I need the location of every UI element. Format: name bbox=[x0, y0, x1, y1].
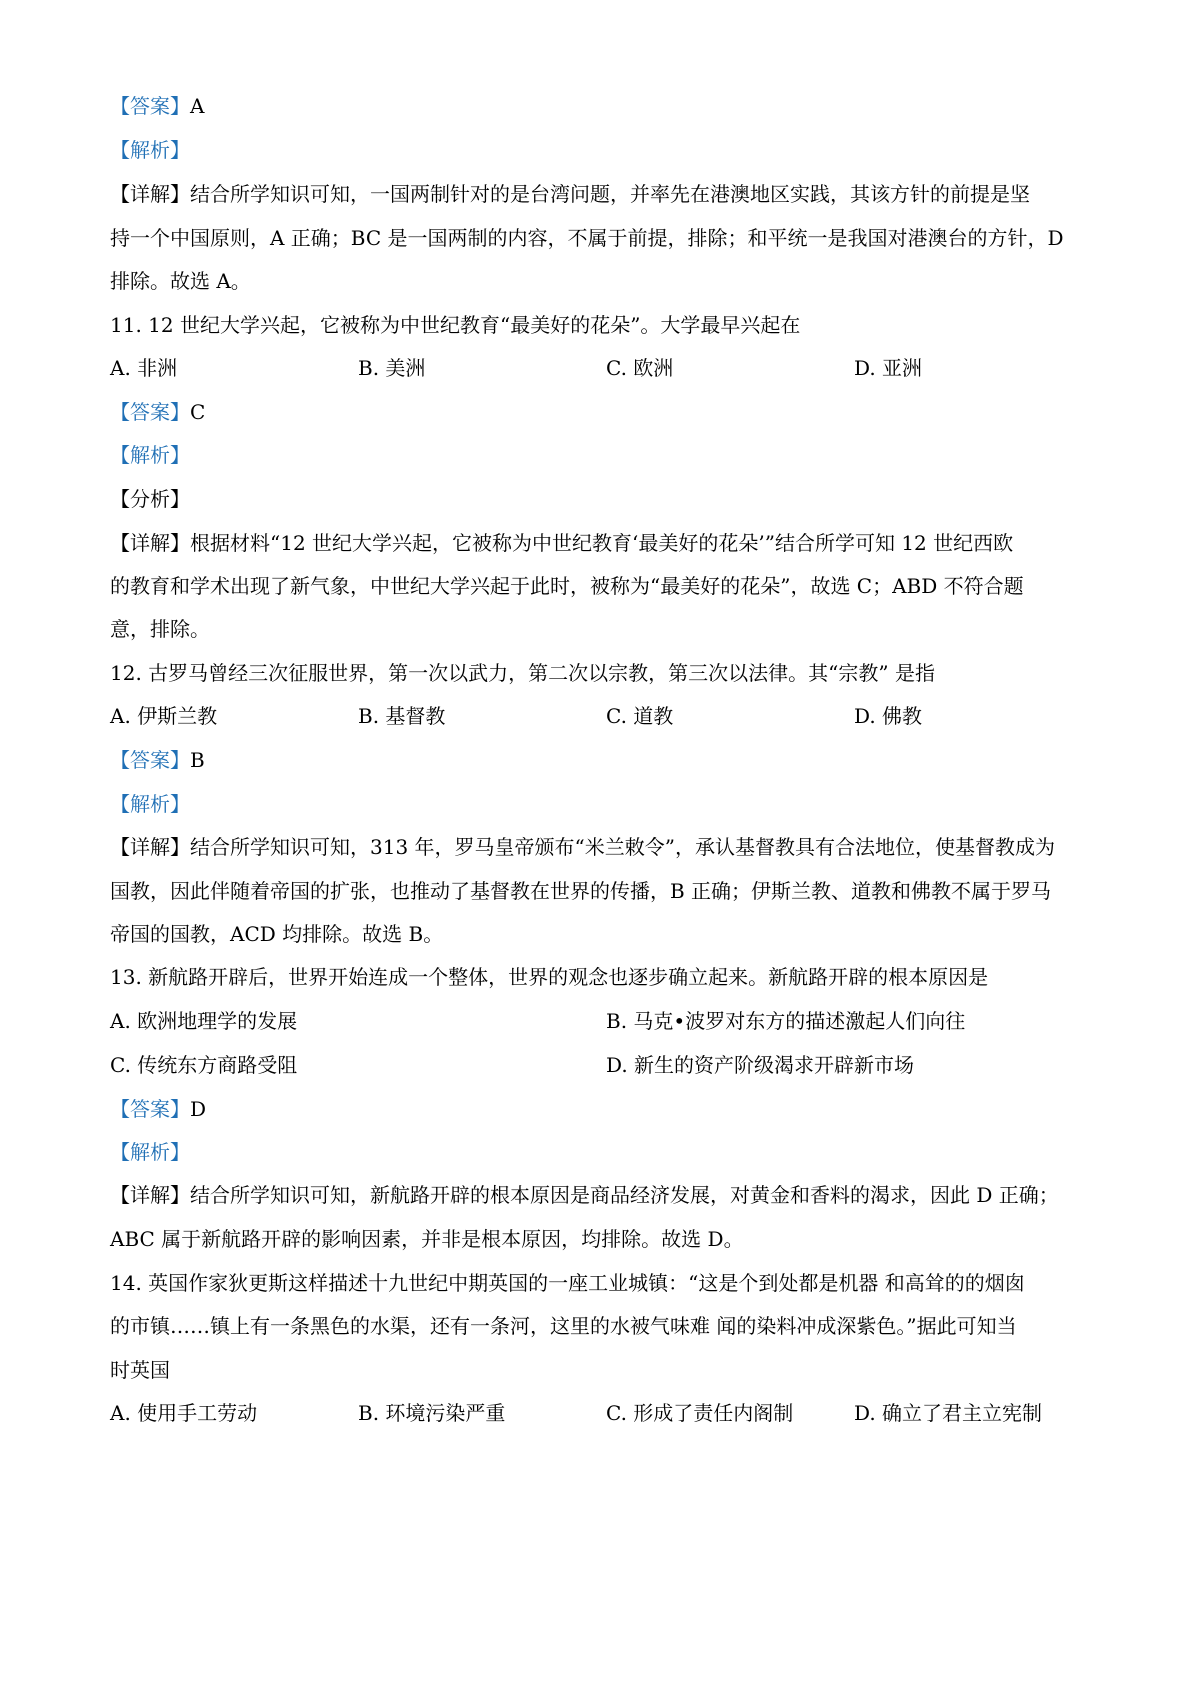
q14-option-b: B. 环境污染严重 bbox=[358, 1401, 506, 1425]
q11-fenxi-tag: 【分析】 bbox=[110, 487, 190, 511]
q13-detail-line-1: 【详解】结合所学知识可知，新航路开辟的根本原因是商品经济发展，对黄金和香料的渴求，因此 D 正确； bbox=[110, 1183, 1059, 1207]
q14-question-line-2: 的市镇……镇上有一条黑色的水渠，还有一条河，这里的水被气味难 闻的染料冲成深紫色。”据此可知当 bbox=[110, 1314, 1017, 1338]
q11-option-a: A. 非洲 bbox=[110, 356, 178, 380]
q13-analysis-tag: 【解析】 bbox=[110, 1140, 190, 1164]
q13-option-d: D. 新生的资产阶级渴求开辟新市场 bbox=[606, 1053, 915, 1077]
q13-answer bbox=[110, 1095, 1100, 1123]
q11-detail-line-2: 的教育和学术出现了新气象，中世纪大学兴起于此时，被称为“最美好的花朵”，故选 C；ABD 不符合题 bbox=[110, 574, 1024, 598]
answer-value: A bbox=[190, 94, 205, 118]
q14-question-line-1: 14. 英国作家狄更斯这样描述十九世纪中期英国的一座工业城镇：“这是个到处都是机器 和高耸的的烟囱 bbox=[110, 1271, 1025, 1295]
q10-detail-line-3: 排除。故选 A。 bbox=[110, 269, 251, 293]
q11-option-d: D. 亚洲 bbox=[854, 356, 923, 380]
q10-answer bbox=[110, 92, 1100, 120]
q11-detail-line-1: 【详解】根据材料“12 世纪大学兴起，它被称为中世纪教育‘最美好的花朵’”结合所学可知 12 世纪西欧 bbox=[110, 531, 1014, 555]
q12-question: 12. 古罗马曾经三次征服世界，第一次以武力，第二次以宗教，第三次以法律。其“宗教” 是指 bbox=[110, 661, 935, 685]
q12-option-d: D. 佛教 bbox=[854, 704, 923, 728]
q10-detail-line-2: 持一个中国原则，A 正确；BC 是一国两制的内容，不属于前提，排除；和平统一是我国对港澳台的方针，D bbox=[110, 226, 1064, 250]
answer-tag: 【答案】 bbox=[110, 400, 190, 424]
q12-detail-line-3: 帝国的国教，ACD 均排除。故选 B。 bbox=[110, 922, 444, 946]
answer-tag: 【答案】 bbox=[110, 94, 190, 118]
answer-value: D bbox=[190, 1097, 207, 1121]
q11-option-c: C. 欧洲 bbox=[606, 356, 674, 380]
answer-tag: 【答案】 bbox=[110, 1097, 190, 1121]
q12-option-c: C. 道教 bbox=[606, 704, 674, 728]
q12-option-a: A. 伊斯兰教 bbox=[110, 704, 218, 728]
q12-analysis-tag: 【解析】 bbox=[110, 792, 190, 816]
q12-detail-line-1: 【详解】结合所学知识可知，313 年，罗马皇帝颁布“米兰敕令”，承认基督教具有合法地位，使基督教成为 bbox=[110, 835, 1055, 859]
q14-question-line-3: 时英国 bbox=[110, 1358, 170, 1382]
q11-question: 11. 12 世纪大学兴起，它被称为中世纪教育“最美好的花朵”。大学最早兴起在 bbox=[110, 313, 801, 337]
q14-option-c: C. 形成了责任内阁制 bbox=[606, 1401, 794, 1425]
q10-detail-line-1: 【详解】结合所学知识可知，一国两制针对的是台湾问题，并率先在港澳地区实践，其该方针的前提是坚 bbox=[110, 182, 1030, 206]
q11-analysis-tag: 【解析】 bbox=[110, 443, 190, 467]
q13-option-a: A. 欧洲地理学的发展 bbox=[110, 1009, 298, 1033]
q13-detail-line-2: ABC 属于新航路开辟的影响因素，并非是根本原因，均排除。故选 D。 bbox=[110, 1227, 744, 1251]
q12-detail-line-2: 国教，因此伴随着帝国的扩张，也推动了基督教在世界的传播，B 正确；伊斯兰教、道教和佛教不属于罗马 bbox=[110, 879, 1052, 903]
q14-option-d: D. 确立了君主立宪制 bbox=[854, 1401, 1043, 1425]
q11-answer bbox=[110, 398, 1100, 426]
q12-option-b: B. 基督教 bbox=[358, 704, 446, 728]
answer-value: C bbox=[190, 400, 206, 424]
q13-question: 13. 新航路开辟后，世界开始连成一个整体，世界的观念也逐步确立起来。新航路开辟的根本原因是 bbox=[110, 965, 989, 989]
q12-answer bbox=[110, 746, 1100, 774]
q11-detail-line-3: 意，排除。 bbox=[110, 617, 210, 641]
answer-tag: 【答案】 bbox=[110, 748, 190, 772]
q11-option-b: B. 美洲 bbox=[358, 356, 426, 380]
q13-option-c: C. 传统东方商路受阻 bbox=[110, 1053, 298, 1077]
q10-analysis-tag: 【解析】 bbox=[110, 138, 190, 162]
answer-value: B bbox=[190, 748, 205, 772]
q14-option-a: A. 使用手工劳动 bbox=[110, 1401, 258, 1425]
q13-option-b: B. 马克•波罗对东方的描述激起人们向往 bbox=[606, 1009, 966, 1033]
